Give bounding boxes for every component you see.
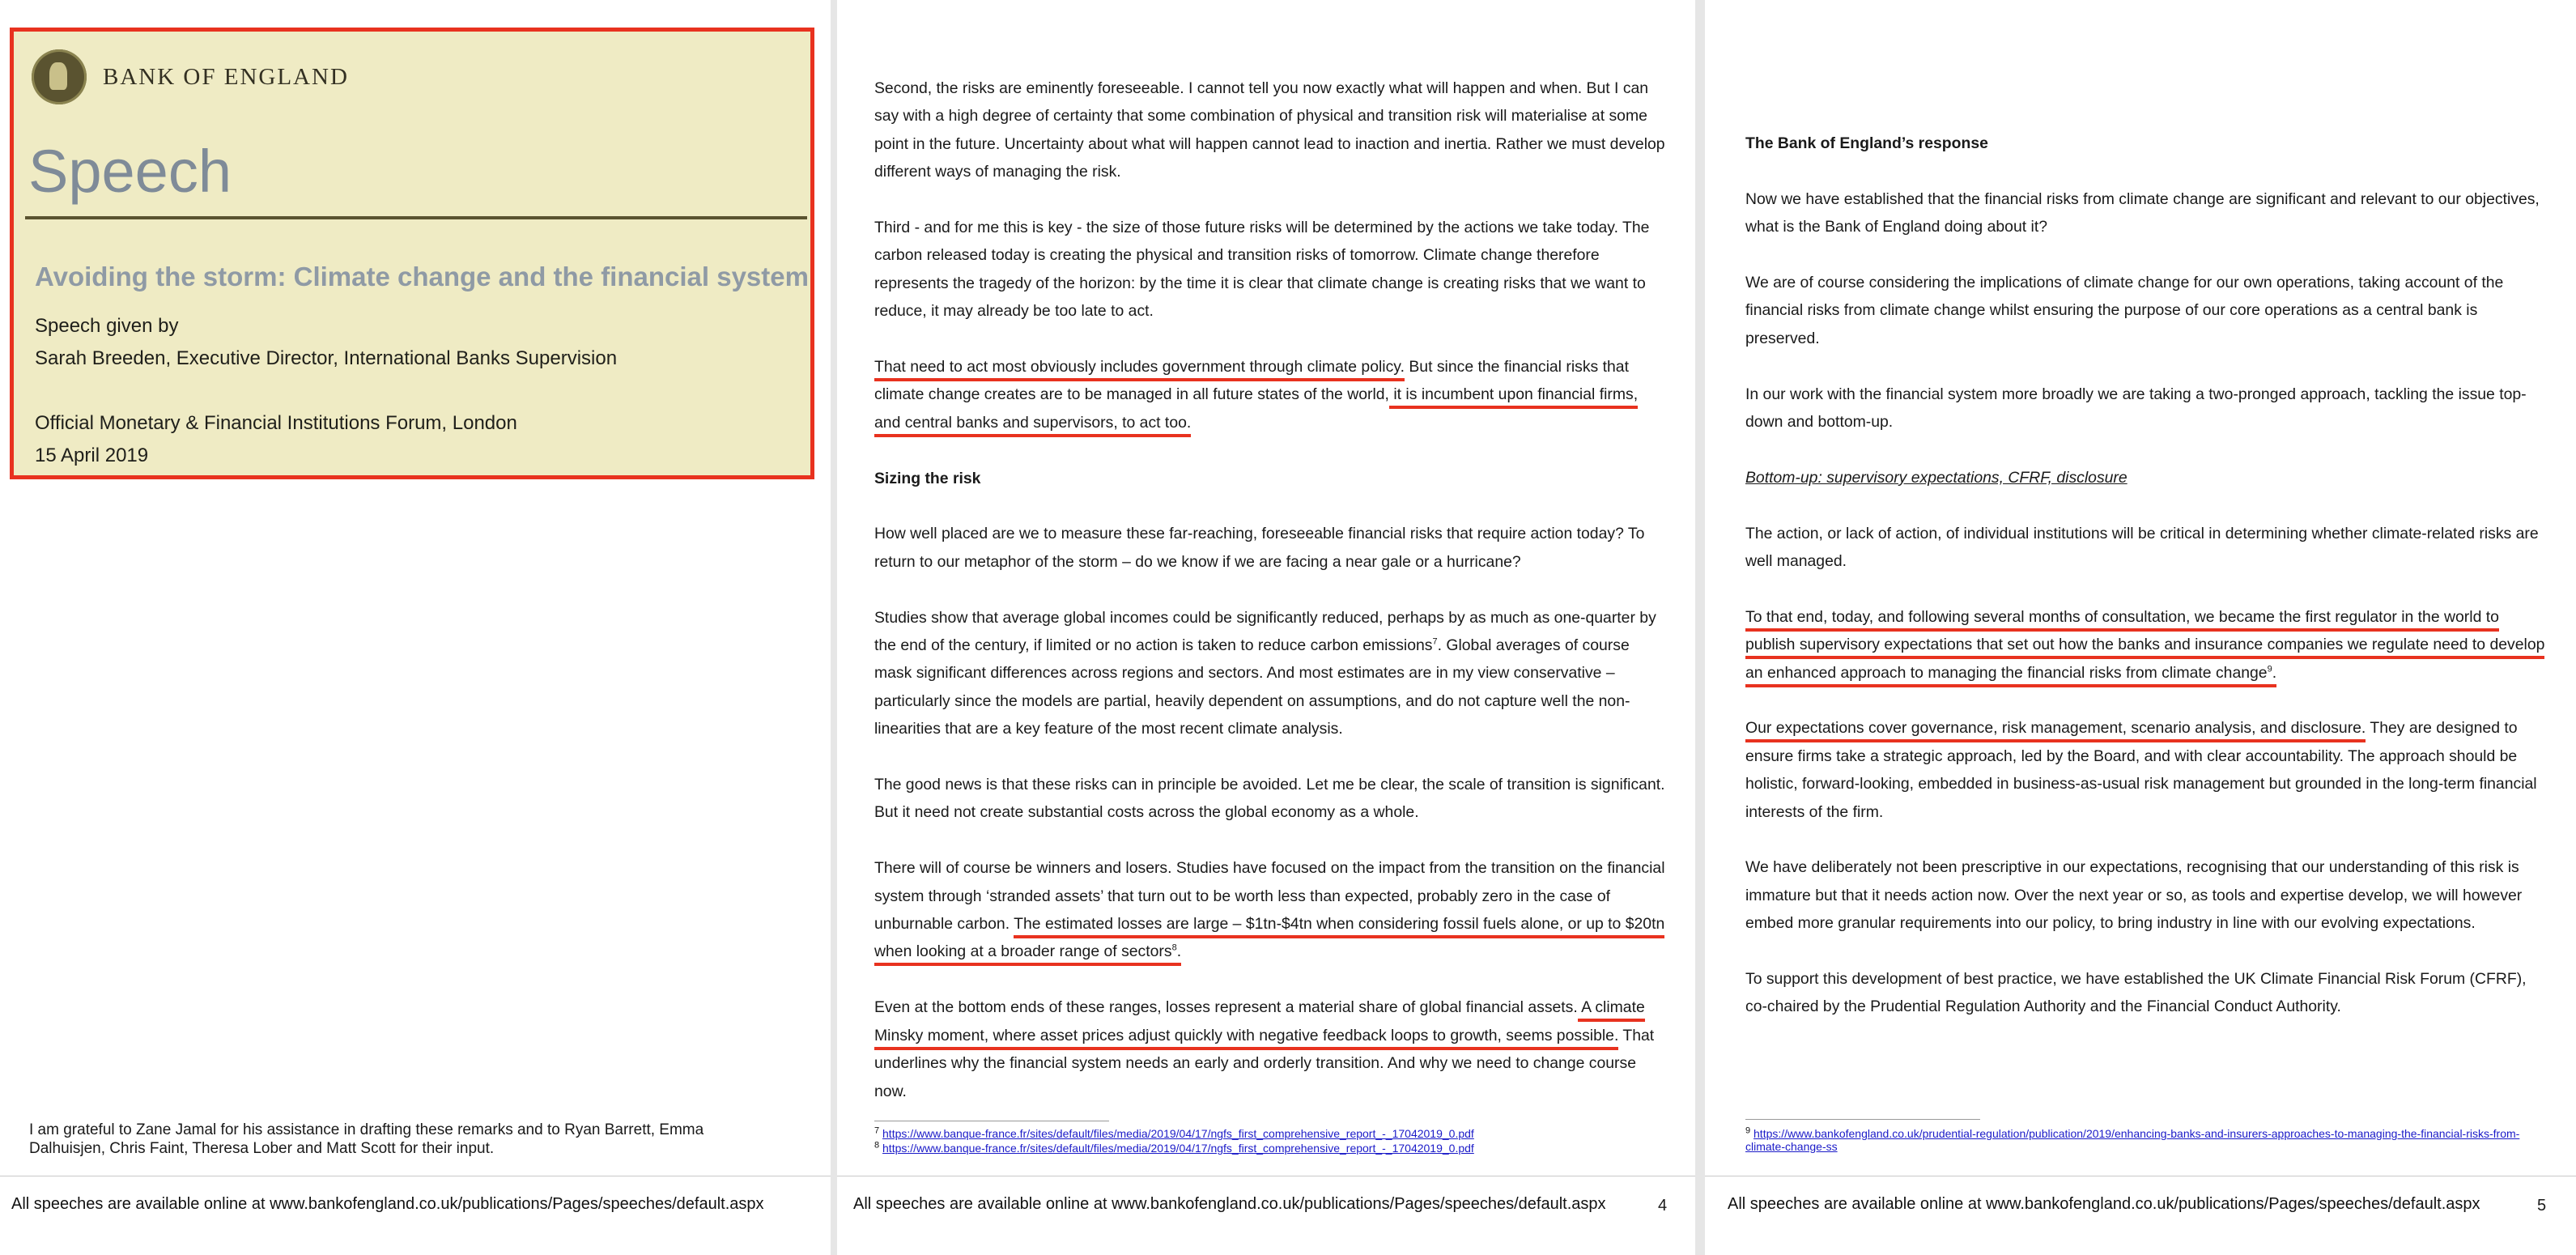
footnote-9 <box>1745 1127 2523 1153</box>
given-by: Speech given by <box>35 315 179 337</box>
paragraph <box>874 604 1668 743</box>
text: . <box>2272 663 2277 682</box>
paragraph: The action, or lack of action, of individual institutions will be critical in determining whether climate-related risks are well managed. <box>1745 524 2539 571</box>
paragraph: Now we have established that the financial risks from climate change are significant and relevant to our objectives, what is the Bank of England doing about it? <box>1745 189 2540 236</box>
paragraph: Third - and for me this is key - the size of those future risks will be determined by the actions we take today. The carbon released today is creating the physical and transition risks of tomorrow. Climate change therefore represents the tragedy of the horizon: by the time it is clear that climate change is creating risks that we want to reduce, it may already be too late to act. <box>874 219 1650 321</box>
paragraph: How well placed are we to measure these far-reaching, foreseeable financial risks that require action today? To return to our metaphor of the storm – do we know if we are facing a near gale or a hurricane? <box>874 525 1645 571</box>
cover-highlight-box <box>10 28 814 479</box>
paragraph: The good news is that these risks can in principle be avoided. Let me be clear, the scale of transition is significant. But it need not create substantial costs across the global economy as a whole. <box>874 776 1665 822</box>
footnote-number: 8 <box>874 1140 880 1151</box>
footnote-link[interactable]: https://www.banque-france.fr/sites/default/files/media/2019/04/17/ngfs_first_comprehensive_report_-_17042019_0.pdf <box>882 1127 1474 1140</box>
page-4 <box>837 0 1695 1255</box>
footnote-link[interactable]: https://www.bankofengland.co.uk/prudential-regulation/publication/2019/enhancing-banks-and-insurers-approaches-to-managing-the-financial-risks-from-climate-change-ss <box>1745 1127 2520 1153</box>
paragraph <box>874 353 1668 436</box>
page-5-body <box>1745 130 2547 1049</box>
footnote-number: 7 <box>874 1125 880 1136</box>
footnote-number: 9 <box>1745 1125 1751 1136</box>
page-number: 4 <box>1658 1197 1668 1215</box>
footer-text: All speeches are available online at www.bankofengland.co.uk/publications/Pages/speeches/default.aspx <box>853 1195 1606 1213</box>
paragraph <box>1745 714 2547 826</box>
footnote-link[interactable]: https://www.banque-france.fr/sites/default/files/media/2019/04/17/ngfs_first_comprehensive_report_-_17042019_0.pdf <box>882 1142 1474 1155</box>
footnote-7 <box>874 1127 1474 1140</box>
cover-page <box>0 0 831 1255</box>
cover-divider <box>25 216 807 219</box>
highlighted-text: Our expectations cover governance, risk management, scenario analysis, and disclosure. <box>1745 719 2366 742</box>
highlighted-text: That need to act most obviously includes government through climate policy. <box>874 358 1405 381</box>
paragraph: Second, the risks are eminently foreseeable. I cannot tell you now exactly what will happen and when. But I can say with a high degree of certainty that some combination of physical and transition risk will materialise at some point in the future. Uncertainty about what will happen cannot lead to inaction and inertia. Rather we must develop different ways of managing the risk. <box>874 79 1665 181</box>
paragraph <box>874 854 1668 966</box>
text: They are designed to ensure firms take a strategic approach, led by the Board, and with clear accountability. The approach should be holistic, forward-looking, embedded in business-as-usual risk management but grounded in the long-term financial interests of the firm. <box>1745 719 2537 821</box>
text: The estimated losses are large – $1tn-$4tn when considering fossil fuels alone, or up to $20tn when looking at a broader range of sectors <box>874 915 1665 961</box>
text: . Global averages of course mask significant differences across regions and sectors. And most estimates are in my view conservative – particularly since the models are partial, heavily dependent on assumptions, and do not capture well the non-linearities that are a key feature of the most recent climate analysis. <box>874 636 1630 738</box>
footnote-ref[interactable]: 8 <box>1171 943 1177 954</box>
section-heading: Sizing the risk <box>874 469 981 487</box>
highlighted-text: it is incumbent upon financial firms, and central banks and supervisors, to act too. <box>874 385 1638 436</box>
speaker: Sarah Breeden, Executive Director, International Banks Supervision <box>35 347 618 369</box>
footnote-divider <box>1745 1119 1980 1120</box>
bank-logo <box>32 49 349 104</box>
britannia-seal-icon <box>32 49 87 104</box>
speech-label: Speech <box>28 138 232 205</box>
footnote-8 <box>874 1142 1474 1155</box>
section-heading: The Bank of England’s response <box>1745 134 1988 152</box>
text: That underlines why the financial system needs an early and orderly transition. And why we need to change course now. <box>874 1026 1655 1100</box>
paragraph: In our work with the financial system more broadly we are taking a two-pronged approach, tackling the issue top-down and bottom-up. <box>1745 385 2527 432</box>
text: Studies show that average global incomes could be significantly reduced, perhaps by as much as one-quarter by the end of the century, if limited or no action is taken to reduce carbon emissions <box>874 608 1656 655</box>
speech-date: 15 April 2019 <box>35 445 149 466</box>
page-5 <box>1705 0 2576 1255</box>
text: But since the financial risks that climate change creates are to be managed in all future states of the world, <box>874 358 1629 404</box>
footer-text: All speeches are available online at www.bankofengland.co.uk/publications/Pages/speeches/default.aspx <box>11 1195 764 1213</box>
text: Even at the bottom ends of these ranges, losses represent a material share of global financial assets. <box>874 998 1578 1017</box>
text: There will of course be winners and losers. Studies have focused on the impact from the transition on the financial system through ‘stranded assets’ that turn out to be worth less than expected, probably zero in the case of unburnable carbon. <box>874 859 1665 934</box>
paragraph: We have deliberately not been prescriptive in our expectations, recognising that our understanding of this risk is immature but that it needs action now. Over the next year or so, as tools and expertise develop, we will however embed more granular requirements into our policy, to bring industry in line with our evolving expectations. <box>1745 858 2523 933</box>
speech-title: Avoiding the storm: Climate change and the financial system <box>35 262 809 291</box>
logo-text: BANK OF ENGLAND <box>103 63 349 90</box>
text: . <box>1176 942 1182 961</box>
highlighted-text: A climate Minsky moment, where asset prices adjust quickly with negative feedback loops to growth, seems possible. <box>874 998 1645 1049</box>
subsection-heading: Bottom-up: supervisory expectations, CFRF, disclosure <box>1745 468 2128 487</box>
paragraph <box>1745 603 2547 687</box>
paragraph: We are of course considering the implications of climate change for our own operations, taking account of the financial risks from climate change whilst ensuring the purpose of our core operations as a central bank is preserved. <box>1745 274 2504 347</box>
highlighted-text <box>1745 608 2544 687</box>
paragraph: To support this development of best practice, we have established the UK Climate Financial Risk Forum (CFRF), co-chaired by the Prudential Regulation Authority and the Financial Conduct Authority. <box>1745 970 2527 1016</box>
paragraph <box>874 993 1668 1105</box>
footer-text: All speeches are available online at www.bankofengland.co.uk/publications/Pages/speeches/default.aspx <box>1728 1195 2480 1213</box>
footnote-ref[interactable]: 9 <box>2267 664 2272 674</box>
text: To that end, today, and following several months of consultation, we became the first regulator in the world to publish supervisory expectations that set out how the banks and insurance companies we regulate need to develop an enhanced approach to managing the financial risks from climate change <box>1745 607 2545 682</box>
footnote-ref[interactable]: 7 <box>1432 636 1438 647</box>
event: Official Monetary & Financial Institutions Forum, London <box>35 412 517 434</box>
acknowledgement: I am grateful to Zane Jamal for his assistance in drafting these remarks and to Ryan Barrett, Emma Dalhuisjen, Chris Faint, Theresa Lober and Matt Scott for their input. <box>29 1121 704 1157</box>
page-number: 5 <box>2537 1197 2547 1215</box>
